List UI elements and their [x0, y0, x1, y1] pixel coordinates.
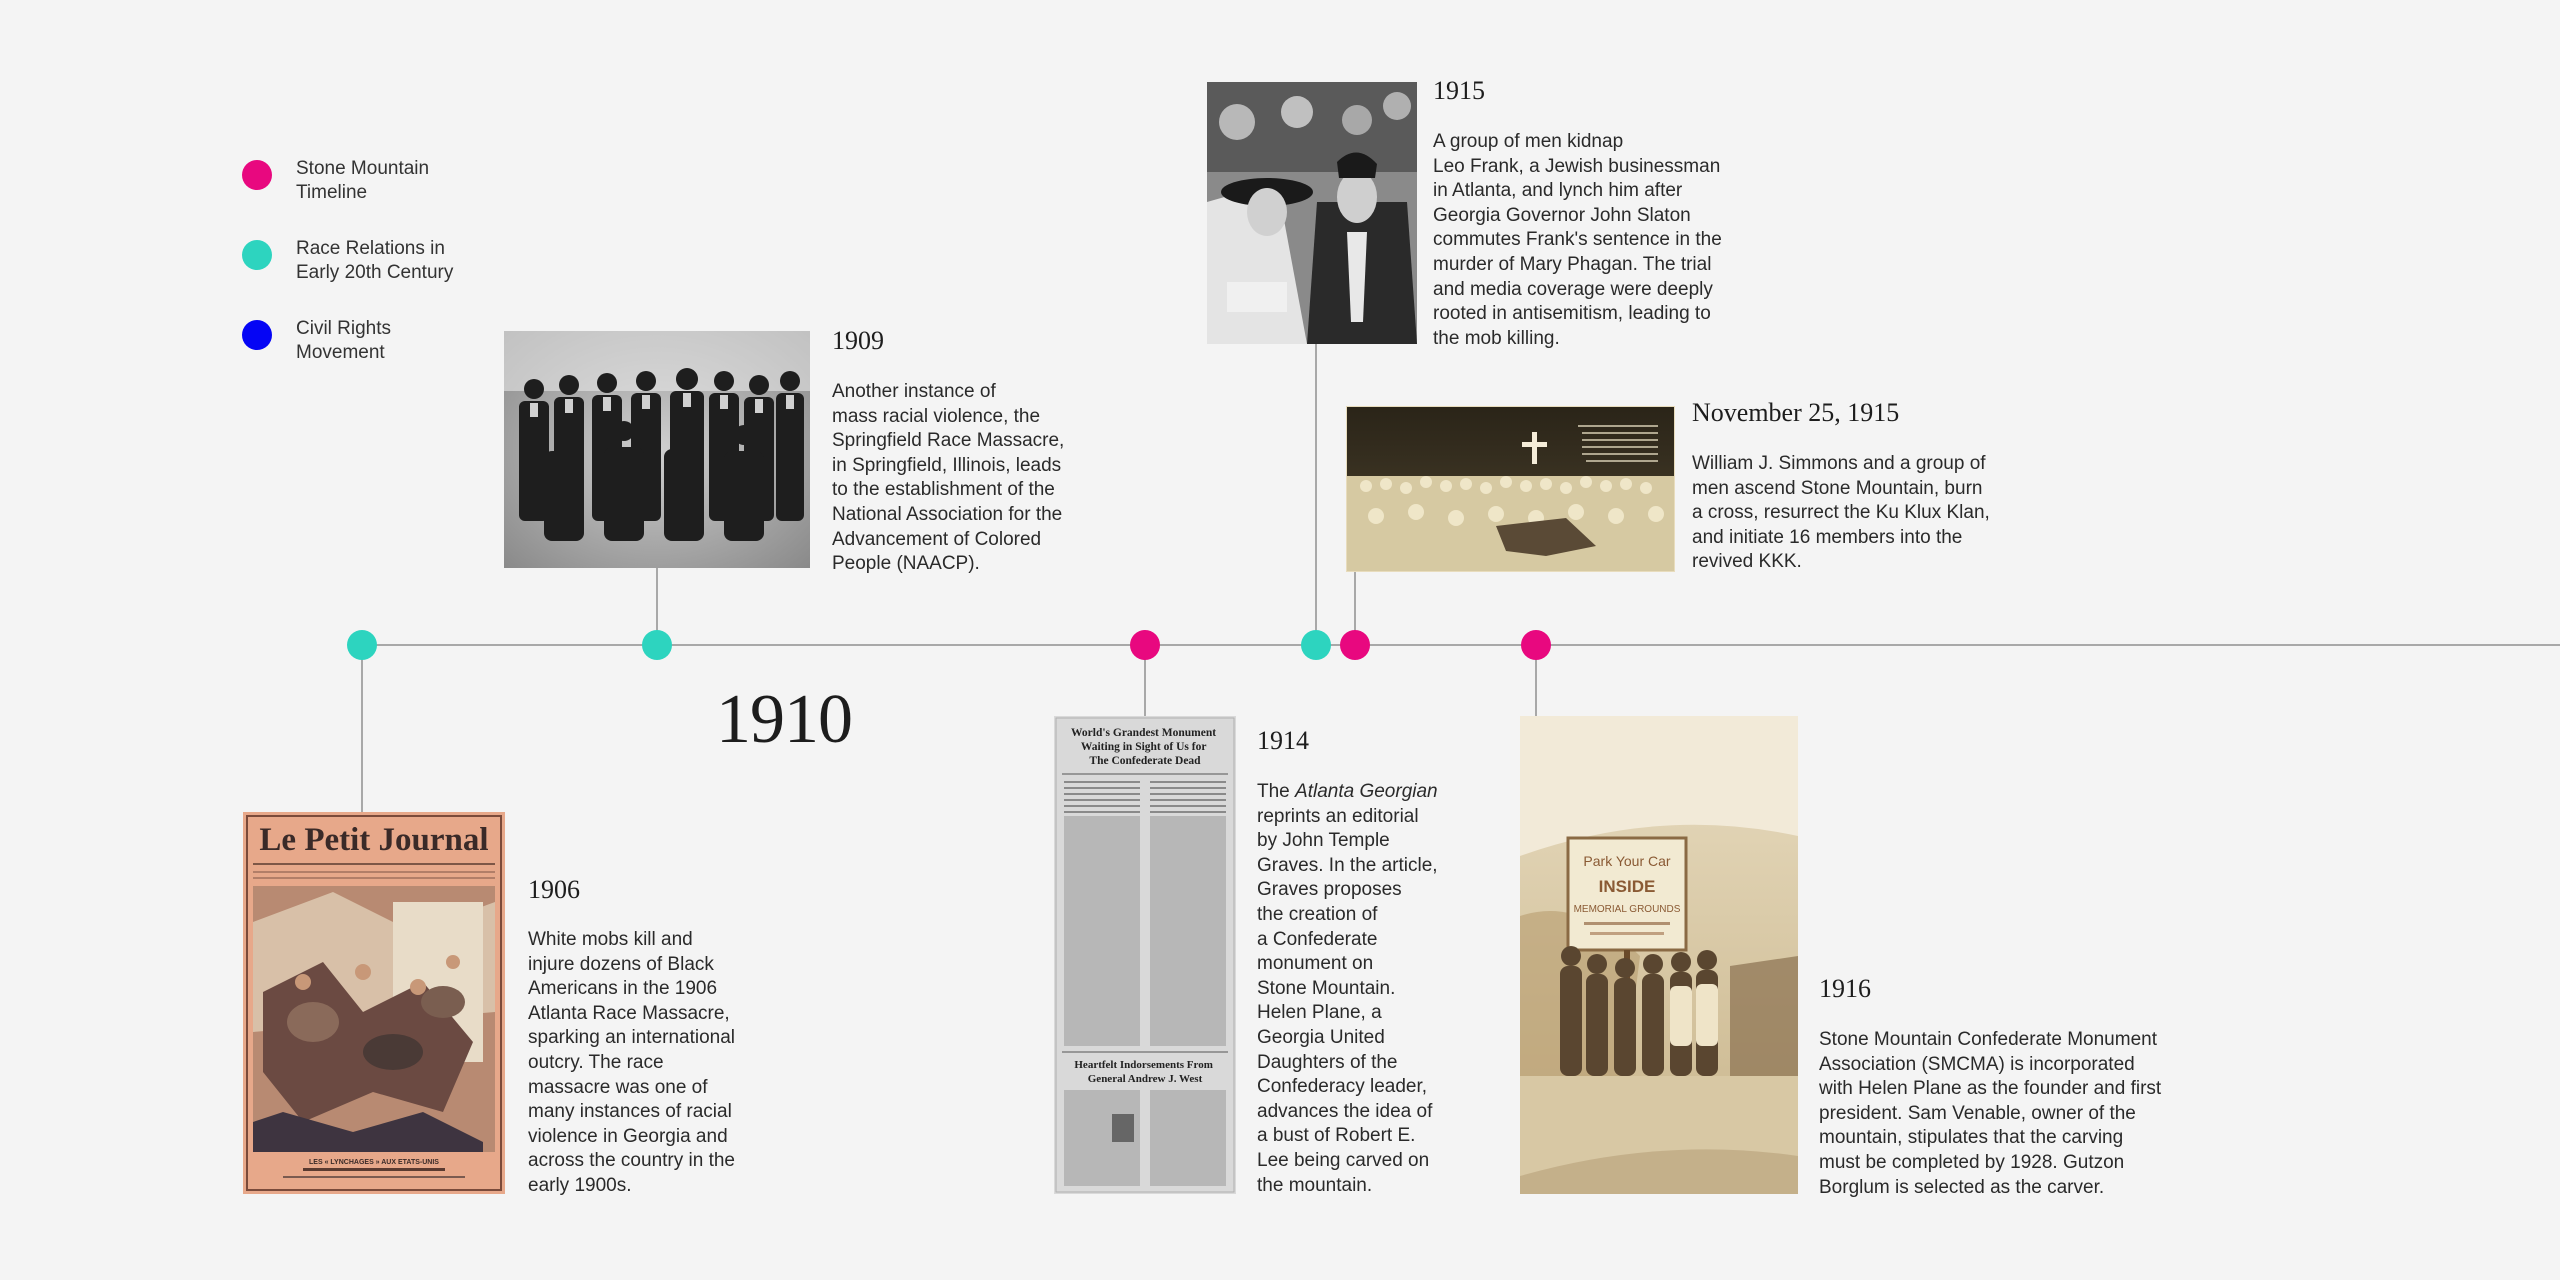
event-year-1906: 1906 [528, 875, 580, 904]
photo-le-petit-journal[interactable] [243, 812, 505, 1194]
event-year-1916: 1916 [1819, 974, 1871, 1003]
text-segment: reprints an editorial by John Temple Graves. In the article, Graves proposes the creation of a Confederate monument on Stone Mountain. Helen Plane, a Georgia United Daughters of the Confederacy leader, advances the idea of a bust of Robert E. Lee being carved on the mountain. [1257, 805, 1438, 1196]
photo-leo-frank-trial[interactable] [1207, 82, 1417, 344]
event-year-1915-nov: November 25, 1915 [1692, 398, 1900, 427]
event-text-1916: Stone Mountain Confederate Monument Association (SMCMA) is incorporated with Helen Plane as the founder and first president. Sam Venable, owner of the mountain, stipulates that the carving must be completed by 1928. Gutzon Borglum is selected as the carver. [1819, 1029, 2162, 1198]
event-text-1909: Another instance of mass racial violence, the Springfield Race Massacre, in Springfield, Illinois, leads to the establishment of the National Association for the Advancement of Colored People (NAACP). [832, 381, 1065, 575]
node-1915-nov[interactable] [1340, 630, 1370, 660]
node-1909[interactable] [642, 630, 672, 660]
decade-label: 1910 [716, 681, 852, 758]
photo-naacp-founders[interactable] [504, 331, 810, 568]
photo-atlanta-georgian-clipping[interactable] [1054, 716, 1236, 1194]
legend-label: Race Relations in Early 20th Century [296, 238, 454, 283]
stem-1906 [361, 644, 363, 812]
clipping-subhead: Heartfelt Indorsements From General Andrew J. West [1074, 1059, 1213, 1085]
node-1906[interactable] [347, 630, 377, 660]
text-segment: The [1257, 781, 1296, 802]
photo-park-your-car-sign[interactable] [1520, 716, 1798, 1194]
photo-cross-burning[interactable] [1346, 406, 1675, 572]
photo-caption: LES « LYNCHAGES » AUX ETATS-UNIS [309, 1159, 439, 1166]
legend-label: Stone Mountain Timeline [296, 158, 430, 203]
sign-line-2: INSIDE [1598, 877, 1656, 896]
event-year-1915: 1915 [1433, 76, 1485, 105]
clipping-headline: World's Grandest Monument Waiting in Sight of Us for The Confederate Dead [1071, 727, 1217, 767]
event-text-1915: A group of men kidnap Leo Frank, a Jewish businessman in Atlanta, and lynch him after Georgia Governor John Slaton commutes Frank's sentence in the murder of Mary Phagan. The trial and media coverage were deeply rooted in antisemitism, leading to the mob killing. [1433, 131, 1722, 349]
publication-name: Atlanta Georgian [1295, 781, 1438, 802]
photo-title: Le Petit Journal [259, 822, 489, 858]
node-1916[interactable] [1521, 630, 1551, 660]
event-year-1909: 1909 [832, 326, 884, 355]
stem-1915 [1315, 344, 1317, 644]
sign-line-3: MEMORIAL GROUNDS [1573, 904, 1681, 915]
event-text-1906: White mobs kill and injure dozens of Black Americans in the 1906 Atlanta Race Massacre, sparking an international outcry. The race massacre was one of many instances of racial violence in Georgia and across the country in the early 1900s. [528, 929, 736, 1196]
event-year-1914: 1914 [1257, 726, 1309, 755]
node-1915[interactable] [1301, 630, 1331, 660]
timeline-axis [362, 644, 2560, 646]
sign-line-1: Park Your Car [1583, 853, 1671, 869]
legend-label: Civil Rights Movement [296, 318, 392, 363]
legend-dot-teal [242, 240, 272, 270]
event-text-1915-nov: William J. Simmons and a group of men ascend Stone Mountain, burn a cross, resurrect the Ku Klux Klan, and initiate 16 members into the revived KKK. [1692, 453, 1990, 573]
event-text-1914 [1257, 780, 1457, 1198]
legend-dot-pink [242, 160, 272, 190]
legend-dot-blue [242, 320, 272, 350]
node-1914[interactable] [1130, 630, 1160, 660]
